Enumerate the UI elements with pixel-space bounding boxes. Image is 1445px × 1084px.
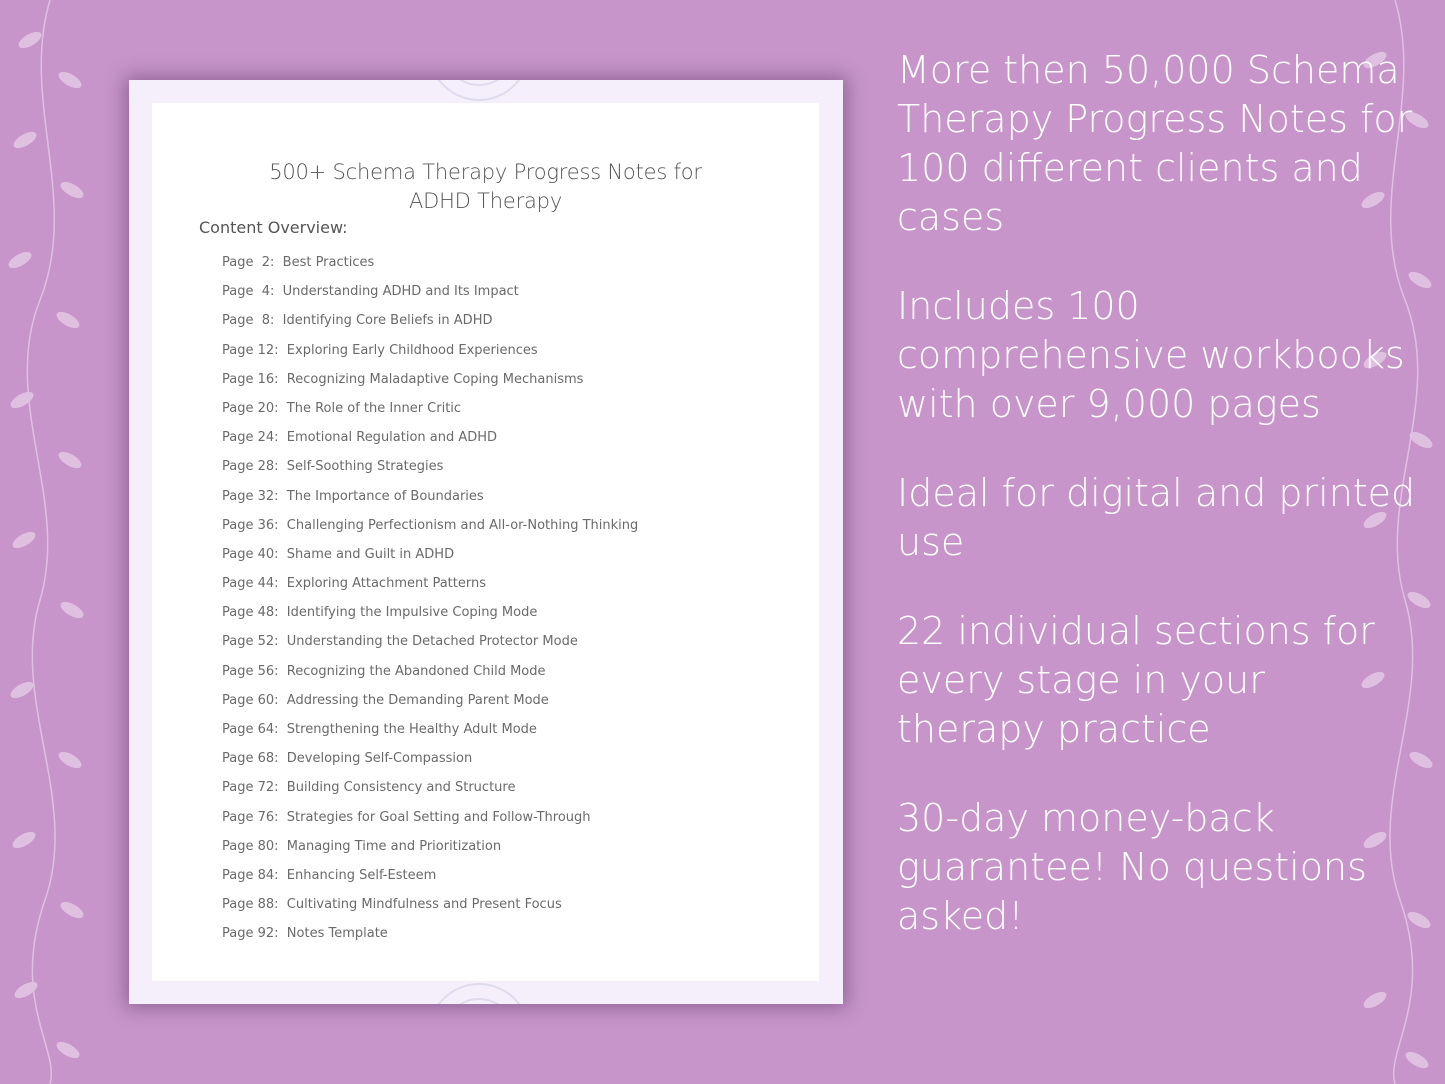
content-overview-label: Content Overview:: [199, 218, 348, 237]
toc-item: Page 28: Self-Soothing Strategies: [222, 459, 444, 475]
document-page-preview: [129, 80, 843, 1004]
feature-list: [897, 46, 1417, 981]
toc-item: Page 8: Identifying Core Beliefs in ADHD: [222, 313, 493, 329]
title-line-2: ADHD Therapy: [408, 189, 563, 213]
feature-item: More then 50,000 Schema Therapy Progress Notes for 100 different clients and cases: [897, 48, 1413, 239]
feature-item: 22 individual sections for every stage in your therapy practice: [897, 609, 1375, 751]
toc-item: Page 48: Identifying the Impulsive Coping Mode: [222, 605, 538, 621]
toc-item: Page 40: Shame and Guilt in ADHD: [222, 546, 455, 562]
toc-item: Page 36: Challenging Perfectionism and All-or-Nothing Thinking: [222, 517, 639, 533]
title-line-1: 500+ Schema Therapy Progress Notes for: [269, 160, 702, 184]
toc-item: Page 64: Strengthening the Healthy Adult Mode: [222, 722, 537, 737]
document-page-content: [152, 103, 819, 981]
mandala-ornament-bottom: [379, 980, 579, 1004]
toc-item: Page 72: Building Consistency and Structure: [222, 780, 516, 796]
feature-item: Ideal for digital and printed use: [897, 471, 1416, 564]
toc-item: Page 84: Enhancing Self-Esteem: [222, 867, 437, 883]
feature-item: Includes 100 comprehensive workbooks with over 9,000 pages: [897, 284, 1405, 426]
floral-vine-decoration-left: [0, 0, 100, 1084]
toc-item: Page 20: The Role of the Inner Critic: [222, 400, 462, 416]
toc-item: Page 52: Understanding the Detached Protector Mode: [222, 634, 578, 650]
toc-item: Page 56: Recognizing the Abandoned Child Mode: [222, 663, 546, 679]
toc-item: Page 32: The Importance of Boundaries: [222, 488, 484, 504]
toc-item: Page 92: Notes Template: [222, 926, 388, 942]
document-title: [152, 158, 819, 216]
toc-item: Page 16: Recognizing Maladaptive Coping Mechanisms: [222, 371, 584, 387]
toc-item: Page 60: Addressing the Demanding Parent Mode: [222, 692, 549, 708]
toc-item: Page 24: Emotional Regulation and ADHD: [222, 430, 498, 446]
toc-item: Page 76: Strategies for Goal Setting and Follow-Through: [222, 809, 591, 825]
toc-item: Page 4: Understanding ADHD and Its Impact: [222, 284, 519, 300]
mandala-ornament-top: [379, 80, 579, 104]
toc-item: Page 2: Best Practices: [222, 255, 375, 270]
toc-item: Page 88: Cultivating Mindfulness and Present Focus: [222, 897, 562, 913]
toc-item: Page 80: Managing Time and Prioritization: [222, 838, 502, 854]
feature-item: 30-day money-back guarantee! No questions asked!: [897, 796, 1367, 938]
toc-item: Page 68: Developing Self-Compassion: [222, 751, 473, 767]
toc-item: Page 44: Exploring Attachment Patterns: [222, 576, 486, 592]
table-of-contents: [222, 255, 638, 956]
toc-item: Page 12: Exploring Early Childhood Experiences: [222, 342, 538, 358]
